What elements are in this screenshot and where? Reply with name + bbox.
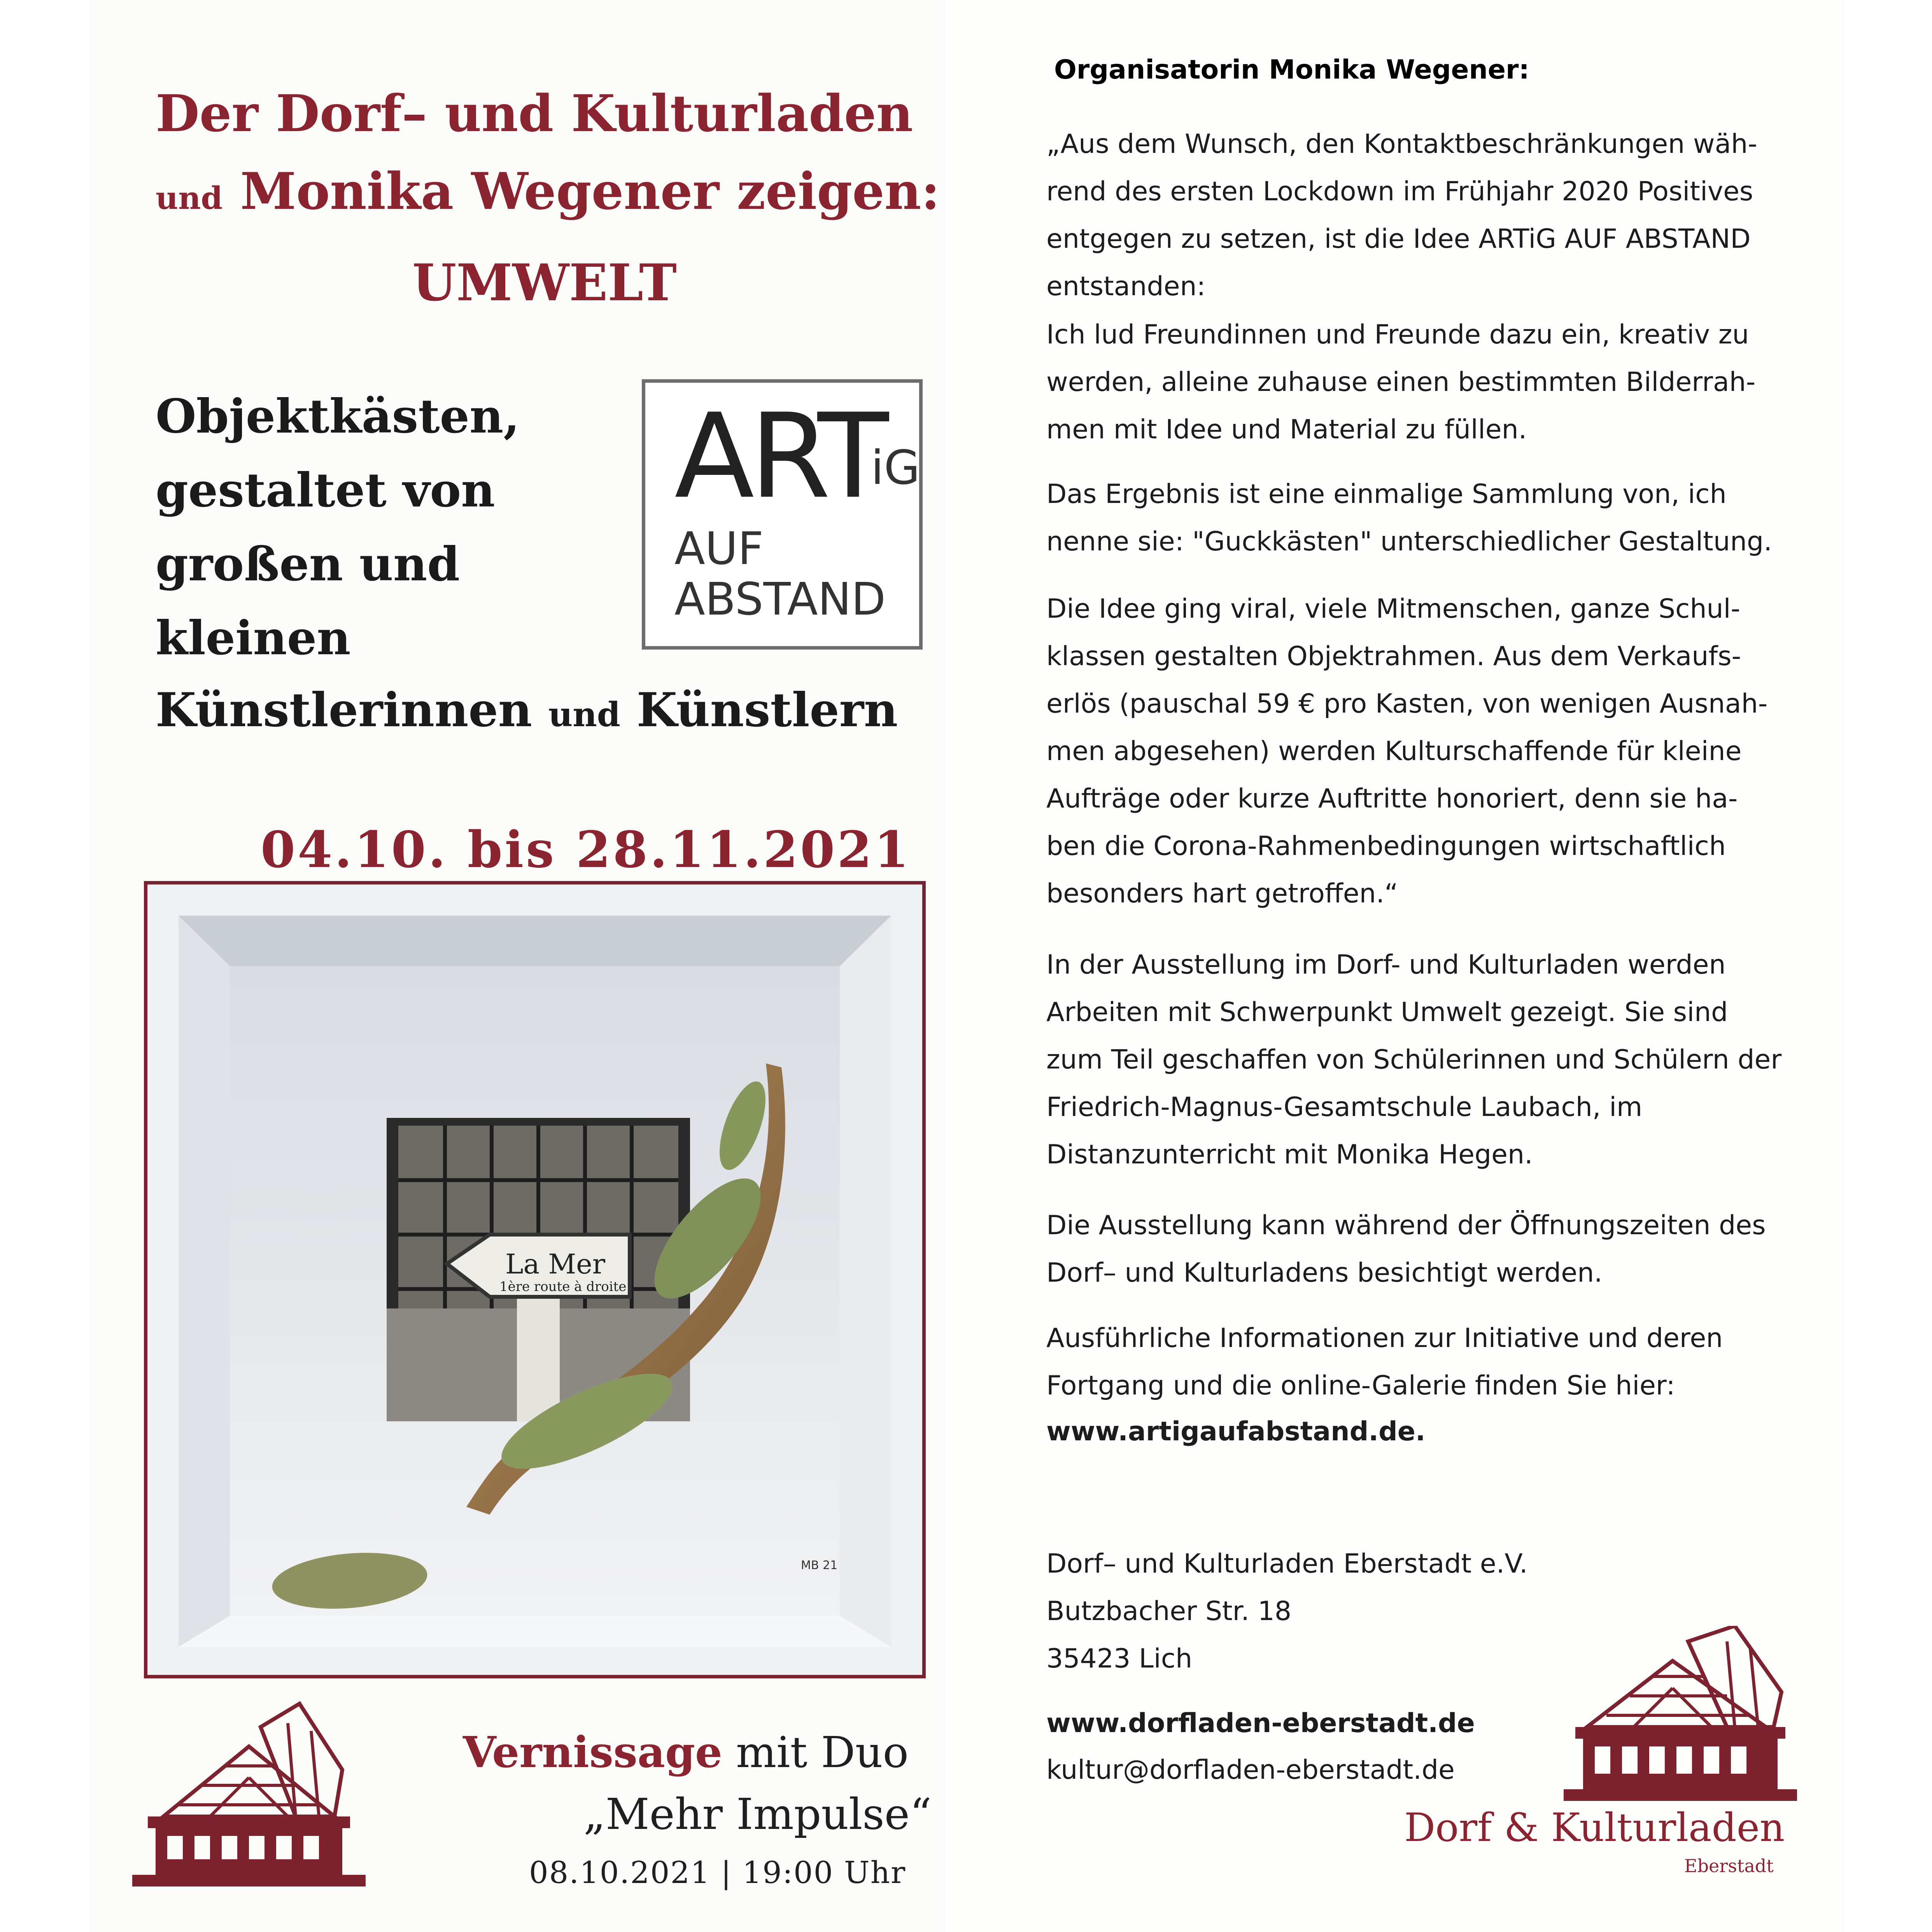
opening-hours-paragraph: [1046, 1202, 1785, 1297]
address-street: Butzbacher Str. 18: [1046, 1596, 1292, 1627]
shadow-box-illustration: [147, 885, 922, 1675]
subtitle-und: und: [548, 695, 620, 734]
address-org: Dorf– und Kulturladen Eberstadt e.V.: [1046, 1548, 1528, 1579]
vernissage-line-1: [463, 1727, 909, 1777]
quote-paragraph-3: [1046, 471, 1785, 566]
logo-abstand-text: ABSTAND: [674, 573, 886, 625]
quote-text-4: Die Idee ging viral, viele Mitmenschen, ganze Schul-klassen gestalten Objektrahmen. Aus dem Verkaufs-erlös (pauschal 59 € pro Kasten, von wenigen Ausnah-men abgesehen) werden Kulturschaffende für kleine Aufträge oder kurze Auftritte honoriert, denn sie ha-ben die Corona-Rahmenbedingungen wirtschaftlich besonders hart getroffen.“: [1046, 594, 1768, 909]
subtitle-line-3: großen und: [156, 537, 460, 592]
logo-art-text: ART: [674, 389, 885, 524]
subtitle-line-1: Objektkästen,: [156, 389, 520, 444]
exhibition-text: In der Ausstellung im Dorf- und Kulturladen werden Arbeiten mit Schwerpunkt Umwelt gezeigt. Sie sind zum Teil geschaffen von Schülerinnen und Schülern der Friedrich-Magnus-Gesamtschule Laubach, im Distanzunterricht mit Monika Hegen.: [1046, 949, 1782, 1170]
brand-location: Eberstadt: [1684, 1855, 1774, 1876]
subtitle-kuenstlerinnen: Künstlerinnen: [156, 683, 532, 737]
quote-paragraph-2: [1046, 311, 1785, 454]
subtitle-kuenstlern: Künstlern: [636, 683, 898, 737]
heading-und: und: [156, 180, 223, 216]
info-paragraph: [1046, 1315, 1785, 1410]
vernissage-label: Vernissage: [463, 1727, 722, 1777]
half-timbered-house-logo-right: [1564, 1626, 1797, 1813]
vernissage-with-duo: mit Duo: [736, 1727, 909, 1777]
info-text: Ausführliche Informationen zur Initiative und deren Fortgang und die online-Galerie finden Sie hier:: [1046, 1323, 1723, 1401]
logo-auf-text: AUF: [674, 523, 764, 575]
quote-text-1: „Aus dem Wunsch, den Kontaktbeschränkungen wäh-rend des ersten Lockdown im Frühjahr 2020 Positives entgegen zu setzen, ist die Idee ARTiG AUF ABSTAND entstanden:: [1046, 129, 1757, 302]
shop-website-link[interactable]: www.dorfladen-eberstadt.de: [1046, 1708, 1475, 1739]
heading-line-2-rest: Monika Wegener zeigen:: [240, 161, 940, 221]
subtitle-line-4: kleinen: [156, 611, 351, 666]
sign-title: La Mer: [505, 1248, 606, 1280]
artist-signature: MB 21: [801, 1559, 838, 1572]
subtitle-line-5: [156, 683, 898, 737]
heading-line-2: [156, 161, 940, 221]
exhibition-paragraph: [1046, 941, 1785, 1179]
exhibition-dates: 04.10. bis 28.11.2021: [261, 821, 911, 879]
shadow-box-photo: [144, 881, 926, 1678]
address-city: 35423 Lich: [1046, 1643, 1193, 1674]
email-link[interactable]: kultur@dorfladen-eberstadt.de: [1046, 1755, 1455, 1785]
gallery-website-link[interactable]: www.artigaufabstand.de.: [1046, 1416, 1426, 1447]
opening-hours-text: Die Ausstellung kann während der Öffnungszeiten des Dorf– und Kulturladens besichtigt werden.: [1046, 1210, 1766, 1288]
half-timbered-house-logo: [132, 1700, 366, 1894]
duo-name: „Mehr Impulse“: [583, 1789, 932, 1839]
brand-name: Dorf & Kulturladen: [1404, 1805, 1785, 1850]
vernissage-date-time: 08.10.2021 | 19:00 Uhr: [529, 1855, 906, 1890]
organizer-heading: Organisatorin Monika Wegener:: [1054, 54, 1529, 85]
heading-line-1: Der Dorf– und Kulturladen: [156, 84, 913, 143]
logo-ig-text: iG: [871, 441, 920, 495]
quote-text-2: Ich lud Freundinnen und Freunde dazu ein, kreativ zu werden, alleine zuhause einen bestimmten Bilderrah-men mit Idee und Material zu füllen.: [1046, 319, 1756, 445]
subtitle-line-2: gestaltet von: [156, 463, 495, 518]
quote-paragraph-4: [1046, 585, 1785, 918]
exhibition-title: UMWELT: [412, 253, 677, 312]
artig-auf-abstand-logo: [642, 379, 923, 650]
quote-paragraph-1: [1046, 121, 1785, 310]
quote-text-3: Das Ergebnis ist eine einmalige Sammlung von, ich nenne sie: "Guckkästen" unterschiedlicher Gestaltung.: [1046, 479, 1772, 557]
sign-subtitle: 1ère route à droite: [499, 1279, 627, 1294]
